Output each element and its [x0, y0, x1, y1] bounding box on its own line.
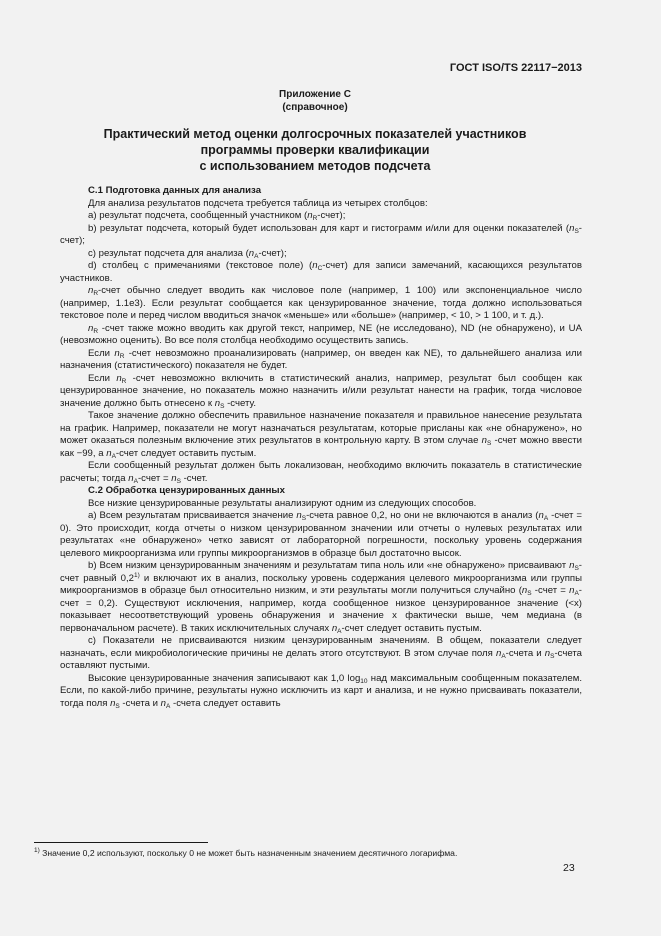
paragraph: Если $n_R$ -счет невозможно проанализировать (например, он введен как NE), то дальнейшего анализа или назначения (статистического) показателя не будет. — [60, 347, 582, 371]
list-item-b: b) результат подсчета, который будет использован для карт и гистограмм и/или для оценки показателей $(n_S-счет)$; — [60, 222, 582, 246]
list-item-c: с) результат подсчета для анализа $(n_A-счет)$; — [88, 247, 287, 260]
page-number: 23 — [563, 862, 575, 874]
paragraph: Для анализа результатов подсчета требуется таблица из четырех столбцов: — [88, 197, 428, 209]
annex-heading — [0, 89, 630, 114]
title-line-2: программы проверки квалификации — [200, 143, 430, 157]
paragraph: $n_R$ -счет также можно вводить как другой текст, например, NE (не исследовано), ND (не обнаружено), и UA (невозможно оценить). Во все поля столбца необходимо осуществить запись. — [60, 322, 582, 346]
section-heading-c2: С.2 Обработка цензурированных данных — [88, 485, 285, 496]
title-line-3: с использованием методов подсчета — [199, 159, 431, 173]
paragraph: $n_R$-счет обычно следует вводить как числовое поле (например, 1 100) или экспоненциальное число (например, 1.1e3). Если результат сообщается как цензурированное значение, тогда должно использоваться текстовое поле и перед числом вводиться значок «меньше» или «больше» (например, < 10, > 1 100, и т. д.). — [60, 285, 582, 321]
list-item-d: d) столбец с примечаниями (текстовое поле) $(n_C-счет)$ для записи замечаний, касающихся результатов участников. — [60, 260, 582, 284]
footnote-divider — [34, 842, 208, 843]
paragraph: Если $n_R$ -счет невозможно включить в статистический анализ, например, результат был сообщен как цензурированное значение, но показатель можно назначить и/или результат нанести на график, тогда числовое значение должно быть отнесено к $n_S$ -счету. — [60, 372, 582, 410]
annex-label: Приложение С — [279, 89, 351, 100]
paragraph: Такое значение должно обеспечить правильное назначение показателя и правильное нанесение результата на график. Например, показатели не могут назначаться результатам, которые присланы как «не обнаружено», но может оказаться полезным включение этих результатов в контрольную карту. В этом случае $n_S$ -счет можно ввести как −99, а $n_A$-счет следует оставить пустым. — [60, 410, 582, 460]
list-item-a: а) результат подсчета, сообщенный участником $(n_R-счет)$; — [88, 210, 346, 222]
annex-title — [0, 126, 630, 174]
list-item-a: а) Всем результатам присваивается значение $n_S$-счета равное 0,2, но они не включаются в анализ ($n_A$ -счет = 0). Это происходит, когда отчеты о низком цензурированном значении или отчеты о нулевых результатах или результатах «не обнаружено» четко зависят от лабораторной погрешности, поскольку уровень содержания целевого микроорганизма или группы микроорганизмов в образце был достаточно высок. — [60, 510, 582, 559]
list-item-c: с) Показатели не присваиваются низким цензурированным значениям. В общем, показатели следует назначать, если микробиологические причины не делать этого отсутствуют. В этом случае поля $n_A$-счета и $n_S$-счета оставляют пустыми. — [60, 635, 582, 671]
title-line-1: Практический метод оценки долгосрочных показателей участников — [103, 127, 527, 141]
paragraph: Все низкие цензурированные результаты анализируют одним из следующих способов. — [88, 497, 477, 509]
annex-type: (справочное) — [282, 101, 348, 113]
paragraph: Высокие цензурированные значения записывают как 1,0 $\log_{10}$ над максимальным сообщенным показателем. Если, по какой-либо причине, результаты нужно исключить из карт и анализа, и не нужно присваивать показатели, тогда поля $n_S$ -счета и $n_A$ -счета следует оставить — [60, 672, 582, 710]
standard-code-header: ГОСТ ISO/TS 22117−2013 — [449, 62, 582, 74]
footnote: $^{1)}$ Значение 0,2 используют, поскольку 0 не может быть назначенным значением десятичного логарифма. — [34, 847, 458, 858]
paragraph: Если сообщенный результат должен быть локализован, необходимо включить показатель в статистические расчеты; тогда $n_A$-счет = $n_S$ -счет. — [60, 460, 582, 485]
body-text — [60, 185, 582, 710]
section-heading-c1: С.1 Подготовка данных для анализа — [88, 185, 262, 196]
list-item-b: b) Всем низким цензурированным значениям и результатам типа ноль или «не обнаружено» присваивают $n_S$-счет равный 0,2$^{1)}$ и включают их в анализ, поскольку уровень содержания целевого микроорганизма или группы микроорганизмов в образце был относительно низким, и эти результаты могли получиться случайно ($n_S$ -счет = $n_A$-счет = 0,2). Существуют исключения, например, когда сообщенное низкое цензурированное значение (<x) показывает несоответствующий уровень обнаружения и значение x фактически выше, чем медиана (в первоначальном расчете). В таких исключительных случаях $n_A$-счет следует оставить пустым. — [60, 560, 582, 635]
